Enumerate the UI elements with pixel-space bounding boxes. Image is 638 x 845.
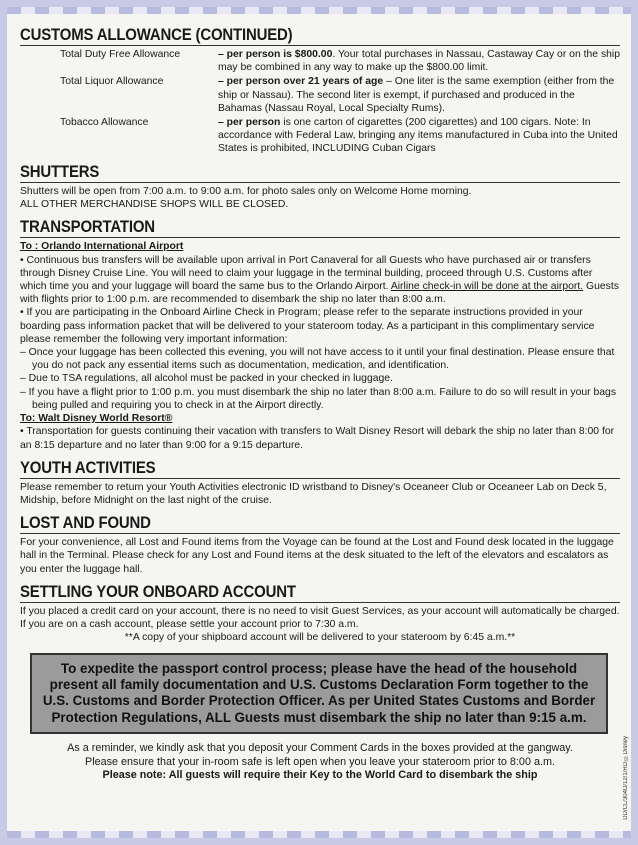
allowance-row-duty-free: [20, 48, 620, 74]
account-copy-note: **A copy of your shipboard account will be delivered to your stateroom by 6:45 a.m.**: [124, 632, 516, 644]
subheading-wdw-resort: To: Walt Disney World Resort®: [20, 412, 173, 424]
allowance-row-tobacco: [20, 116, 620, 156]
allowance-rule: – per person over 21 years of age: [218, 76, 384, 88]
shutters-hours: Shutters will be open from 7:00 a.m. to 9:00 a.m. for photo sales only on Welcome Home morning.: [20, 185, 472, 197]
document-code: DD/CL/304D/12/1/RD ©Disney: [623, 736, 629, 820]
bus-transfer-paragraph: • Continuous bus transfers will be available upon arrival in Port Canaveral for all Guests who have purchased air or transfers through Disney Cruise Line. You will need to claim your luggage in the terminal building, proceed through U.S. Customs after which time you and your luggage will board the same bus to the Orlando Airport. Airline check-in will be done at the airport. Guests with flights prior to 1:00 p.m. are recommended to disembark the ship no later than 8:00 a.m.: [20, 254, 619, 306]
bullet-flight-time: – If you have a flight prior to 1:00 p.m. you must disembark the ship no later than 8:00 a.m. Failure to do so will result in your bags being pulled and requiring you to check in at the Airport directly.: [20, 386, 617, 411]
allowance-label: Total Liquor Allowance: [60, 76, 164, 88]
bullet-luggage: – Once your luggage has been collected this evening, you will not have access to it until your final destination. Please ensure that you do not pack any essential items such as documentation, medication, and identification.: [20, 346, 615, 372]
airline-checkin-note: Airline check-in will be done at the airport.: [390, 280, 584, 292]
bullet-tsa: – Due to TSA regulations, all alcohol must be packed in your checked in luggage.: [20, 373, 393, 385]
youth-text: Please remember to return your Youth Activities electronic ID wristband to Disney's Oceaneer Club or Oceaneer Lab on Deck 5, Midship, before Midnight on the last night of the cruise.: [20, 481, 607, 507]
account-text: If you placed a credit card on your account, there is no need to visit Guest Services, as your account will automatically be charged. If you are on a cash account, please settle your account prior to 7:30 a.m.: [20, 605, 620, 631]
document-body: [20, 25, 620, 783]
youth-heading: YOUTH ACTIVITIES: [20, 457, 156, 477]
allowance-rule: – per person is $800.00: [218, 49, 333, 60]
account-heading: SETTLING YOUR ONBOARD ACCOUNT: [20, 581, 296, 601]
lost-found-heading: LOST AND FOUND: [20, 513, 151, 533]
comment-card-reminder: As a reminder, we kindly ask that you deposit your Comment Cards in the boxes provided at the gangway.: [67, 742, 573, 755]
shutters-section: [20, 162, 620, 211]
safe-reminder: Please ensure that your in-room safe is left open when you leave your stateroom prior to 8:00 a.m.: [85, 755, 555, 768]
onboard-checkin-paragraph: • If you are participating in the Onboard Airline Check in Program; please refer to the separate instructions provided in your boarding pass information packet that will be delivered to your stateroom today. As a participant in this complimentary service please remember the following very important information:: [20, 307, 595, 345]
footer: [20, 742, 620, 783]
key-card-note: Please note: All guests will require their Key to the World Card to disembark the ship: [102, 769, 538, 782]
allowance-label: Tobacco Allowance: [60, 117, 149, 129]
allowance-text: – One liter is the same exemption (either from the ship or Nassau). The second liter is exempt, if purchased and produced in the Bahamas (Nassau Royal, Local Specialty Rums).: [218, 76, 615, 114]
transportation-section: [20, 217, 620, 452]
customs-section: [20, 25, 620, 156]
transportation-heading: TRANSPORTATION: [20, 217, 155, 237]
allowance-row-liquor: [20, 75, 620, 115]
customs-heading: CUSTOMS ALLOWANCE (CONTINUED): [20, 25, 293, 44]
lost-found-text: For your convenience, all Lost and Found items from the Voyage can be found at the Lost and Found desk located in the luggage hall in the Terminal. Please check for any Lost and Found items at the desk situated to the left of the elevators and escalators as you enter the luggage hall.: [20, 537, 614, 575]
allowance-label: Total Duty Free Allowance: [60, 49, 181, 60]
allowance-text: . Your total purchases in Nassau, Castaway Cay or on the ship may be combined in any way to make up the $800.00 limit.: [218, 49, 621, 74]
allowance-rule: – per person: [218, 117, 281, 129]
passport-notice-box: To expedite the passport control process; please have the head of the household present all family documentation and U.S. Customs Declaration Form together to the U.S. Customs and Border Protection Officer. As per United States Customs and Border Protection Regulations, ALL Guests must disembark the ship no later than 9:15 a.m.: [30, 653, 608, 735]
lost-found-section: [20, 513, 620, 576]
resort-transfer-paragraph: • Transportation for guests continuing their vacation with transfers to Walt Disney Resort will debark the ship no later than 8:00 for an 8:15 departure and no later than 9:00 for a 9:15 departure.: [20, 426, 615, 451]
allowance-text: is one carton of cigarettes (200 cigarettes) and 100 cigars. Note: In accordance with Federal Law, bringing any items manufactured in Cuba into the United States is prohibited, INCLUDING Cuban Cigars: [218, 117, 618, 155]
subheading-orlando-airport: To : Orlando International Airport: [20, 241, 184, 253]
youth-section: [20, 458, 620, 507]
shutters-heading: SHUTTERS: [20, 161, 100, 181]
account-section: [20, 582, 620, 645]
shops-closed-notice: ALL OTHER MERCHANDISE SHOPS WILL BE CLOSED.: [20, 198, 289, 210]
